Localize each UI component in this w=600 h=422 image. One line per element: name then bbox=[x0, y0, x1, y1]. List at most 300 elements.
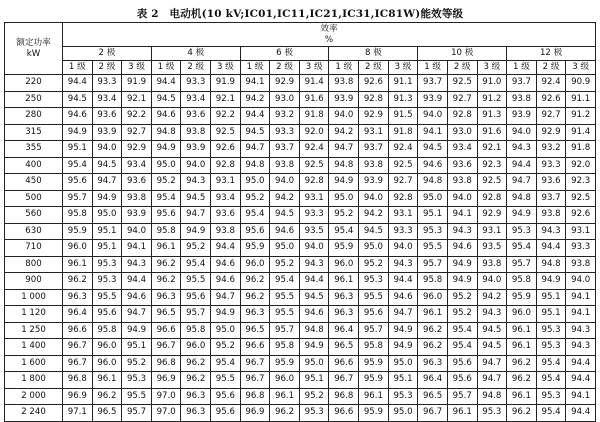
efficiency-cell: 96.9 bbox=[240, 405, 270, 422]
efficiency-cell: 94.0 bbox=[388, 240, 418, 257]
efficiency-cell: 95.0 bbox=[329, 190, 359, 207]
efficiency-cell: 96.3 bbox=[418, 355, 448, 372]
efficiency-cell: 95.0 bbox=[151, 157, 181, 174]
efficiency-cell: 95.1 bbox=[418, 207, 448, 224]
grade-header: 1 级 bbox=[329, 61, 359, 75]
efficiency-cell: 92.5 bbox=[388, 157, 418, 174]
table-title: 表 2 电动机(10 kV;IC01,IC11,IC21,IC31,IC81W)能效等级 bbox=[136, 8, 464, 20]
efficiency-cell: 95.6 bbox=[447, 355, 477, 372]
efficiency-cell: 93.0 bbox=[270, 91, 300, 108]
efficiency-cell: 96.4 bbox=[63, 306, 93, 323]
efficiency-cell: 93.6 bbox=[92, 108, 122, 125]
efficiency-cell: 94.8 bbox=[151, 124, 181, 141]
efficiency-cell: 95.4 bbox=[63, 157, 93, 174]
efficiency-cell: 91.2 bbox=[566, 108, 596, 125]
efficiency-cell: 91.6 bbox=[477, 124, 507, 141]
efficiency-cell: 94.7 bbox=[388, 306, 418, 323]
grade-header: 1 级 bbox=[418, 61, 448, 75]
efficiency-cell: 93.1 bbox=[359, 124, 389, 141]
efficiency-cell: 94.4 bbox=[122, 273, 152, 290]
efficiency-cell: 93.3 bbox=[92, 75, 122, 92]
efficiency-cell: 94.1 bbox=[566, 289, 596, 306]
efficiency-cell: 92.7 bbox=[122, 124, 152, 141]
efficiency-cell: 95.6 bbox=[92, 306, 122, 323]
efficiency-cell: 95.4 bbox=[447, 322, 477, 339]
power-cell: 900 bbox=[5, 273, 63, 290]
efficiency-cell: 95.1 bbox=[536, 289, 566, 306]
efficiency-cell: 95.9 bbox=[329, 240, 359, 257]
table-row bbox=[5, 339, 596, 356]
efficiency-cell: 94.0 bbox=[507, 124, 537, 141]
table-row bbox=[5, 91, 596, 108]
efficiency-cell: 94.2 bbox=[477, 289, 507, 306]
efficiency-cell: 94.7 bbox=[211, 289, 241, 306]
efficiency-cell: 95.4 bbox=[151, 190, 181, 207]
efficiency-cell: 96.2 bbox=[151, 256, 181, 273]
efficiency-cell: 95.4 bbox=[270, 273, 300, 290]
efficiency-cell: 94.9 bbox=[122, 322, 152, 339]
efficiency-cell: 94.4 bbox=[388, 273, 418, 290]
efficiency-cell: 94.3 bbox=[566, 322, 596, 339]
table-row bbox=[5, 174, 596, 191]
efficiency-cell: 94.7 bbox=[477, 355, 507, 372]
efficiency-cell: 96.3 bbox=[329, 306, 359, 323]
efficiency-cell: 95.6 bbox=[211, 388, 241, 405]
efficiency-cell: 93.4 bbox=[181, 91, 211, 108]
efficiency-cell: 94.5 bbox=[418, 141, 448, 158]
efficiency-cell: 94.3 bbox=[477, 306, 507, 323]
efficiency-cell: 94.6 bbox=[299, 306, 329, 323]
efficiency-cell: 94.6 bbox=[122, 289, 152, 306]
grade-header: 2 级 bbox=[447, 61, 477, 75]
table-row bbox=[5, 141, 596, 158]
efficiency-cell: 92.8 bbox=[359, 91, 389, 108]
efficiency-cell: 95.5 bbox=[92, 289, 122, 306]
power-cell: 220 bbox=[5, 75, 63, 92]
grade-header: 3 级 bbox=[299, 61, 329, 75]
power-cell: 1 600 bbox=[5, 355, 63, 372]
power-cell: 2 000 bbox=[5, 388, 63, 405]
efficiency-cell: 93.9 bbox=[92, 124, 122, 141]
efficiency-cell: 95.1 bbox=[92, 240, 122, 257]
efficiency-cell: 95.4 bbox=[507, 240, 537, 257]
efficiency-cell: 96.2 bbox=[151, 273, 181, 290]
power-cell: 800 bbox=[5, 256, 63, 273]
efficiency-cell: 95.2 bbox=[447, 306, 477, 323]
efficiency-cell: 94.1 bbox=[566, 388, 596, 405]
efficiency-cell: 94.4 bbox=[299, 273, 329, 290]
efficiency-cell: 92.9 bbox=[270, 75, 300, 92]
efficiency-cell: 96.2 bbox=[418, 339, 448, 356]
efficiency-cell: 95.4 bbox=[211, 355, 241, 372]
efficiency-cell: 94.8 bbox=[477, 388, 507, 405]
efficiency-cell: 94.6 bbox=[447, 240, 477, 257]
efficiency-cell: 95.1 bbox=[536, 306, 566, 323]
efficiency-cell: 94.0 bbox=[359, 190, 389, 207]
efficiency-cell: 95.5 bbox=[270, 306, 300, 323]
efficiency-cell: 95.4 bbox=[536, 372, 566, 389]
efficiency-cell: 95.7 bbox=[63, 190, 93, 207]
efficiency-cell: 95.8 bbox=[181, 322, 211, 339]
pole-header: 6 极 bbox=[240, 47, 329, 61]
efficiency-cell: 96.0 bbox=[507, 306, 537, 323]
efficiency-cell: 95.4 bbox=[536, 405, 566, 422]
efficiency-cell: 96.2 bbox=[181, 372, 211, 389]
efficiency-cell: 96.1 bbox=[359, 388, 389, 405]
table-row bbox=[5, 372, 596, 389]
efficiency-cell: 95.5 bbox=[181, 273, 211, 290]
efficiency-cell: 92.6 bbox=[536, 91, 566, 108]
efficiency-cell: 93.1 bbox=[566, 223, 596, 240]
efficiency-cell: 92.8 bbox=[477, 190, 507, 207]
efficiency-cell: 94.7 bbox=[477, 372, 507, 389]
efficiency-cell: 96.2 bbox=[240, 273, 270, 290]
efficiency-cell: 96.1 bbox=[418, 306, 448, 323]
efficiency-cell: 93.8 bbox=[122, 190, 152, 207]
efficiency-cell: 96.8 bbox=[63, 372, 93, 389]
efficiency-cell: 93.1 bbox=[211, 174, 241, 191]
efficiency-cell: 92.4 bbox=[536, 75, 566, 92]
efficiency-cell: 95.2 bbox=[211, 339, 241, 356]
table-row bbox=[5, 289, 596, 306]
efficiency-cell: 94.3 bbox=[181, 174, 211, 191]
efficiency-cell: 96.3 bbox=[151, 289, 181, 306]
efficiency-cell: 94.0 bbox=[122, 223, 152, 240]
power-cell: 400 bbox=[5, 157, 63, 174]
efficiency-cell: 92.8 bbox=[447, 108, 477, 125]
efficiency-cell: 94.9 bbox=[151, 141, 181, 158]
pole-header: 2 极 bbox=[63, 47, 152, 61]
efficiency-cell: 93.3 bbox=[566, 240, 596, 257]
efficiency-cell: 93.4 bbox=[92, 91, 122, 108]
efficiency-cell: 94.9 bbox=[447, 273, 477, 290]
efficiency-cell: 93.9 bbox=[329, 91, 359, 108]
efficiency-cell: 93.7 bbox=[359, 141, 389, 158]
efficiency-cell: 95.9 bbox=[270, 355, 300, 372]
efficiency-cell: 95.9 bbox=[359, 372, 389, 389]
efficiency-cell: 92.6 bbox=[359, 75, 389, 92]
efficiency-cell: 95.2 bbox=[151, 174, 181, 191]
efficiency-cell: 94.7 bbox=[329, 141, 359, 158]
efficiency-cell: 94.7 bbox=[181, 207, 211, 224]
efficiency-cell: 93.7 bbox=[270, 141, 300, 158]
efficiency-cell: 96.8 bbox=[240, 388, 270, 405]
efficiency-cell: 95.5 bbox=[270, 289, 300, 306]
efficiency-cell: 94.8 bbox=[329, 157, 359, 174]
table-row bbox=[5, 207, 596, 224]
efficiency-cell: 95.6 bbox=[240, 223, 270, 240]
efficiency-cell: 96.0 bbox=[92, 355, 122, 372]
efficiency-cell: 95.3 bbox=[477, 405, 507, 422]
efficiency-cell: 94.4 bbox=[211, 240, 241, 257]
table-row bbox=[5, 405, 596, 422]
efficiency-cell: 94.0 bbox=[447, 190, 477, 207]
efficiency-cell: 92.3 bbox=[566, 174, 596, 191]
efficiency-cell: 97.0 bbox=[151, 405, 181, 422]
power-cell: 280 bbox=[5, 108, 63, 125]
efficiency-cell: 94.2 bbox=[329, 124, 359, 141]
efficiency-cell: 96.2 bbox=[418, 322, 448, 339]
efficiency-cell: 91.0 bbox=[477, 75, 507, 92]
efficiency-cell: 94.4 bbox=[240, 108, 270, 125]
efficiency-cell: 94.8 bbox=[299, 322, 329, 339]
efficiency-cell: 96.4 bbox=[418, 372, 448, 389]
efficiency-cell: 92.8 bbox=[211, 157, 241, 174]
efficiency-cell: 95.7 bbox=[507, 256, 537, 273]
efficiency-cell: 94.3 bbox=[299, 256, 329, 273]
efficiency-cell: 93.1 bbox=[477, 223, 507, 240]
efficiency-cell: 90.9 bbox=[566, 75, 596, 92]
efficiency-cell: 95.3 bbox=[299, 405, 329, 422]
efficiency-cell: 96.1 bbox=[507, 388, 537, 405]
efficiency-cell: 96.1 bbox=[507, 322, 537, 339]
efficiency-cell: 95.1 bbox=[388, 372, 418, 389]
power-cell: 315 bbox=[5, 124, 63, 141]
efficiency-cell: 95.0 bbox=[418, 190, 448, 207]
efficiency-cell: 94.5 bbox=[477, 339, 507, 356]
efficiency-cell: 96.6 bbox=[63, 322, 93, 339]
efficiency-cell: 93.1 bbox=[299, 190, 329, 207]
efficiency-cell: 95.0 bbox=[388, 405, 418, 422]
efficiency-cell: 96.6 bbox=[240, 339, 270, 356]
efficiency-cell: 93.9 bbox=[359, 174, 389, 191]
table-row bbox=[5, 273, 596, 290]
table-row bbox=[5, 256, 596, 273]
efficiency-cell: 92.5 bbox=[566, 190, 596, 207]
efficiency-cell: 95.7 bbox=[181, 306, 211, 323]
table-row bbox=[5, 322, 596, 339]
efficiency-cell: 95.3 bbox=[122, 372, 152, 389]
efficiency-cell: 94.0 bbox=[329, 108, 359, 125]
efficiency-cell: 94.6 bbox=[211, 273, 241, 290]
grade-header: 2 级 bbox=[92, 61, 122, 75]
efficiency-cell: 95.6 bbox=[151, 207, 181, 224]
efficiency-cell: 95.2 bbox=[122, 355, 152, 372]
efficiency-cell: 96.5 bbox=[418, 388, 448, 405]
efficiency-cell: 92.5 bbox=[211, 124, 241, 141]
efficiency-cell: 93.8 bbox=[477, 256, 507, 273]
efficiency-cell: 96.3 bbox=[181, 388, 211, 405]
efficiency-cell: 94.3 bbox=[122, 256, 152, 273]
efficiency-cell: 93.3 bbox=[536, 157, 566, 174]
efficiency-cell: 95.4 bbox=[181, 256, 211, 273]
efficiency-cell: 94.9 bbox=[536, 273, 566, 290]
efficiency-cell: 96.6 bbox=[329, 405, 359, 422]
efficiency-cell: 95.8 bbox=[359, 339, 389, 356]
grade-header: 1 级 bbox=[240, 61, 270, 75]
efficiency-cell: 96.2 bbox=[507, 372, 537, 389]
power-cell: 630 bbox=[5, 223, 63, 240]
efficiency-cell: 91.3 bbox=[388, 91, 418, 108]
efficiency-cell: 96.1 bbox=[329, 273, 359, 290]
efficiency-cell: 96.6 bbox=[329, 355, 359, 372]
efficiency-cell: 94.5 bbox=[270, 207, 300, 224]
efficiency-cell: 91.8 bbox=[388, 124, 418, 141]
grade-header: 2 级 bbox=[181, 61, 211, 75]
efficiency-header-label: 效率 bbox=[320, 23, 338, 34]
efficiency-cell: 94.6 bbox=[211, 256, 241, 273]
efficiency-cell: 94.5 bbox=[477, 322, 507, 339]
efficiency-cell: 93.5 bbox=[477, 240, 507, 257]
efficiency-cell: 92.6 bbox=[566, 207, 596, 224]
efficiency-cell: 94.9 bbox=[507, 207, 537, 224]
efficiency-cell: 93.6 bbox=[536, 174, 566, 191]
efficiency-cell: 96.7 bbox=[151, 339, 181, 356]
efficiency-cell: 94.1 bbox=[447, 207, 477, 224]
efficiency-cell: 95.0 bbox=[211, 322, 241, 339]
efficiency-cell: 94.7 bbox=[240, 141, 270, 158]
grade-header: 3 级 bbox=[388, 61, 418, 75]
efficiency-cell: 95.6 bbox=[447, 372, 477, 389]
grade-header: 1 级 bbox=[507, 61, 537, 75]
efficiency-cell: 91.3 bbox=[477, 108, 507, 125]
efficiency-cell: 96.7 bbox=[63, 339, 93, 356]
power-cell: 1 400 bbox=[5, 339, 63, 356]
efficiency-cell: 96.3 bbox=[240, 306, 270, 323]
efficiency-cell: 96.2 bbox=[507, 405, 537, 422]
efficiency-cell: 94.8 bbox=[536, 256, 566, 273]
efficiency-cell: 96.7 bbox=[418, 405, 448, 422]
efficiency-cell: 96.0 bbox=[270, 372, 300, 389]
efficiency-cell: 92.9 bbox=[359, 108, 389, 125]
efficiency-cell: 96.2 bbox=[507, 355, 537, 372]
efficiency-cell: 95.3 bbox=[536, 388, 566, 405]
efficiency-cell: 93.8 bbox=[447, 174, 477, 191]
efficiency-cell: 95.4 bbox=[329, 223, 359, 240]
efficiency-cell: 95.0 bbox=[92, 207, 122, 224]
efficiency-cell: 94.9 bbox=[329, 174, 359, 191]
efficiency-cell: 94.3 bbox=[536, 223, 566, 240]
efficiency-cell: 95.9 bbox=[359, 405, 389, 422]
efficiency-cell: 92.9 bbox=[536, 124, 566, 141]
table-row bbox=[5, 190, 596, 207]
efficiency-cell: 92.0 bbox=[566, 157, 596, 174]
efficiency-cell: 93.8 bbox=[329, 75, 359, 92]
efficiency-cell: 93.8 bbox=[359, 157, 389, 174]
efficiency-cell: 96.0 bbox=[240, 256, 270, 273]
efficiency-cell: 95.5 bbox=[211, 372, 241, 389]
efficiency-cell: 94.2 bbox=[270, 190, 300, 207]
efficiency-cell: 95.8 bbox=[92, 322, 122, 339]
efficiency-cell: 96.7 bbox=[240, 372, 270, 389]
efficiency-cell: 95.2 bbox=[299, 388, 329, 405]
efficiency-cell: 92.4 bbox=[388, 141, 418, 158]
pole-header: 12 极 bbox=[507, 47, 596, 61]
table-row bbox=[5, 157, 596, 174]
efficiency-cell: 94.1 bbox=[240, 75, 270, 92]
efficiency-cell: 94.9 bbox=[181, 223, 211, 240]
efficiency-cell: 95.9 bbox=[359, 355, 389, 372]
power-cell: 250 bbox=[5, 91, 63, 108]
efficiency-cell: 96.1 bbox=[92, 372, 122, 389]
efficiency-cell: 96.1 bbox=[151, 240, 181, 257]
efficiency-cell: 92.8 bbox=[299, 174, 329, 191]
efficiency-cell: 95.2 bbox=[240, 190, 270, 207]
efficiency-cell: 96.1 bbox=[447, 405, 477, 422]
grade-header: 3 级 bbox=[566, 61, 596, 75]
grade-header: 2 级 bbox=[270, 61, 300, 75]
table-row bbox=[5, 240, 596, 257]
efficiency-cell: 94.5 bbox=[181, 190, 211, 207]
grade-header: 3 级 bbox=[122, 61, 152, 75]
efficiency-cell: 92.3 bbox=[477, 157, 507, 174]
efficiency-cell: 94.0 bbox=[299, 240, 329, 257]
efficiency-cell: 92.6 bbox=[211, 141, 241, 158]
efficiency-cell: 93.6 bbox=[211, 207, 241, 224]
efficiency-cell: 95.8 bbox=[63, 207, 93, 224]
efficiency-cell: 95.1 bbox=[92, 223, 122, 240]
efficiency-cell: 94.4 bbox=[566, 372, 596, 389]
efficiency-cell: 93.3 bbox=[270, 124, 300, 141]
efficiency-cell: 95.6 bbox=[181, 289, 211, 306]
efficiency-cell: 93.7 bbox=[418, 75, 448, 92]
efficiency-cell: 94.5 bbox=[240, 124, 270, 141]
efficiency-cell: 95.1 bbox=[299, 372, 329, 389]
efficiency-cell: 93.1 bbox=[388, 207, 418, 224]
efficiency-cell: 92.5 bbox=[447, 75, 477, 92]
efficiency-cell: 92.2 bbox=[211, 108, 241, 125]
efficiency-cell: 96.0 bbox=[329, 256, 359, 273]
table-row bbox=[5, 75, 596, 92]
efficiency-cell: 94.9 bbox=[63, 124, 93, 141]
efficiency-cell: 92.8 bbox=[388, 190, 418, 207]
efficiency-cell: 97.1 bbox=[63, 405, 93, 422]
efficiency-cell: 93.4 bbox=[447, 141, 477, 158]
efficiency-cell: 91.1 bbox=[388, 75, 418, 92]
efficiency-cell: 93.8 bbox=[181, 124, 211, 141]
table-row bbox=[5, 355, 596, 372]
pole-header: 10 极 bbox=[418, 47, 507, 61]
efficiency-cell: 94.6 bbox=[388, 289, 418, 306]
power-cell: 560 bbox=[5, 207, 63, 224]
table-row bbox=[5, 108, 596, 125]
efficiency-cell: 96.2 bbox=[181, 355, 211, 372]
efficiency-cell: 96.0 bbox=[181, 339, 211, 356]
efficiency-cell: 95.5 bbox=[122, 388, 152, 405]
efficiency-cell: 96.3 bbox=[63, 289, 93, 306]
efficiency-cell: 95.0 bbox=[388, 355, 418, 372]
efficiency-cell: 96.9 bbox=[151, 372, 181, 389]
efficiency-cell: 91.8 bbox=[299, 108, 329, 125]
efficiency-cell: 96.6 bbox=[151, 322, 181, 339]
efficiency-cell: 93.8 bbox=[566, 256, 596, 273]
efficiency-cell: 94.4 bbox=[536, 240, 566, 257]
efficiency-cell: 94.0 bbox=[418, 108, 448, 125]
efficiency-cell: 93.9 bbox=[418, 91, 448, 108]
grade-header: 2 级 bbox=[536, 61, 566, 75]
efficiency-cell: 96.5 bbox=[92, 405, 122, 422]
efficiency-cell: 94.7 bbox=[122, 306, 152, 323]
power-cell: 2 240 bbox=[5, 405, 63, 422]
efficiency-cell: 96.3 bbox=[181, 405, 211, 422]
efficiency-cell: 95.0 bbox=[270, 240, 300, 257]
efficiency-cell: 94.6 bbox=[151, 108, 181, 125]
power-header-unit: kW bbox=[26, 48, 41, 59]
efficiency-cell: 96.5 bbox=[240, 322, 270, 339]
efficiency-cell: 95.5 bbox=[418, 240, 448, 257]
efficiency-cell: 95.7 bbox=[447, 388, 477, 405]
efficiency-cell: 96.5 bbox=[151, 306, 181, 323]
power-cell: 1 800 bbox=[5, 372, 63, 389]
efficiency-cell: 95.7 bbox=[359, 322, 389, 339]
efficiency-cell: 97.0 bbox=[151, 388, 181, 405]
efficiency-cell: 95.6 bbox=[63, 174, 93, 191]
efficiency-cell: 93.7 bbox=[536, 190, 566, 207]
efficiency-cell: 95.3 bbox=[92, 273, 122, 290]
efficiency-cell: 93.9 bbox=[181, 141, 211, 158]
efficiency-cell: 92.9 bbox=[122, 141, 152, 158]
efficiency-cell: 94.0 bbox=[566, 273, 596, 290]
